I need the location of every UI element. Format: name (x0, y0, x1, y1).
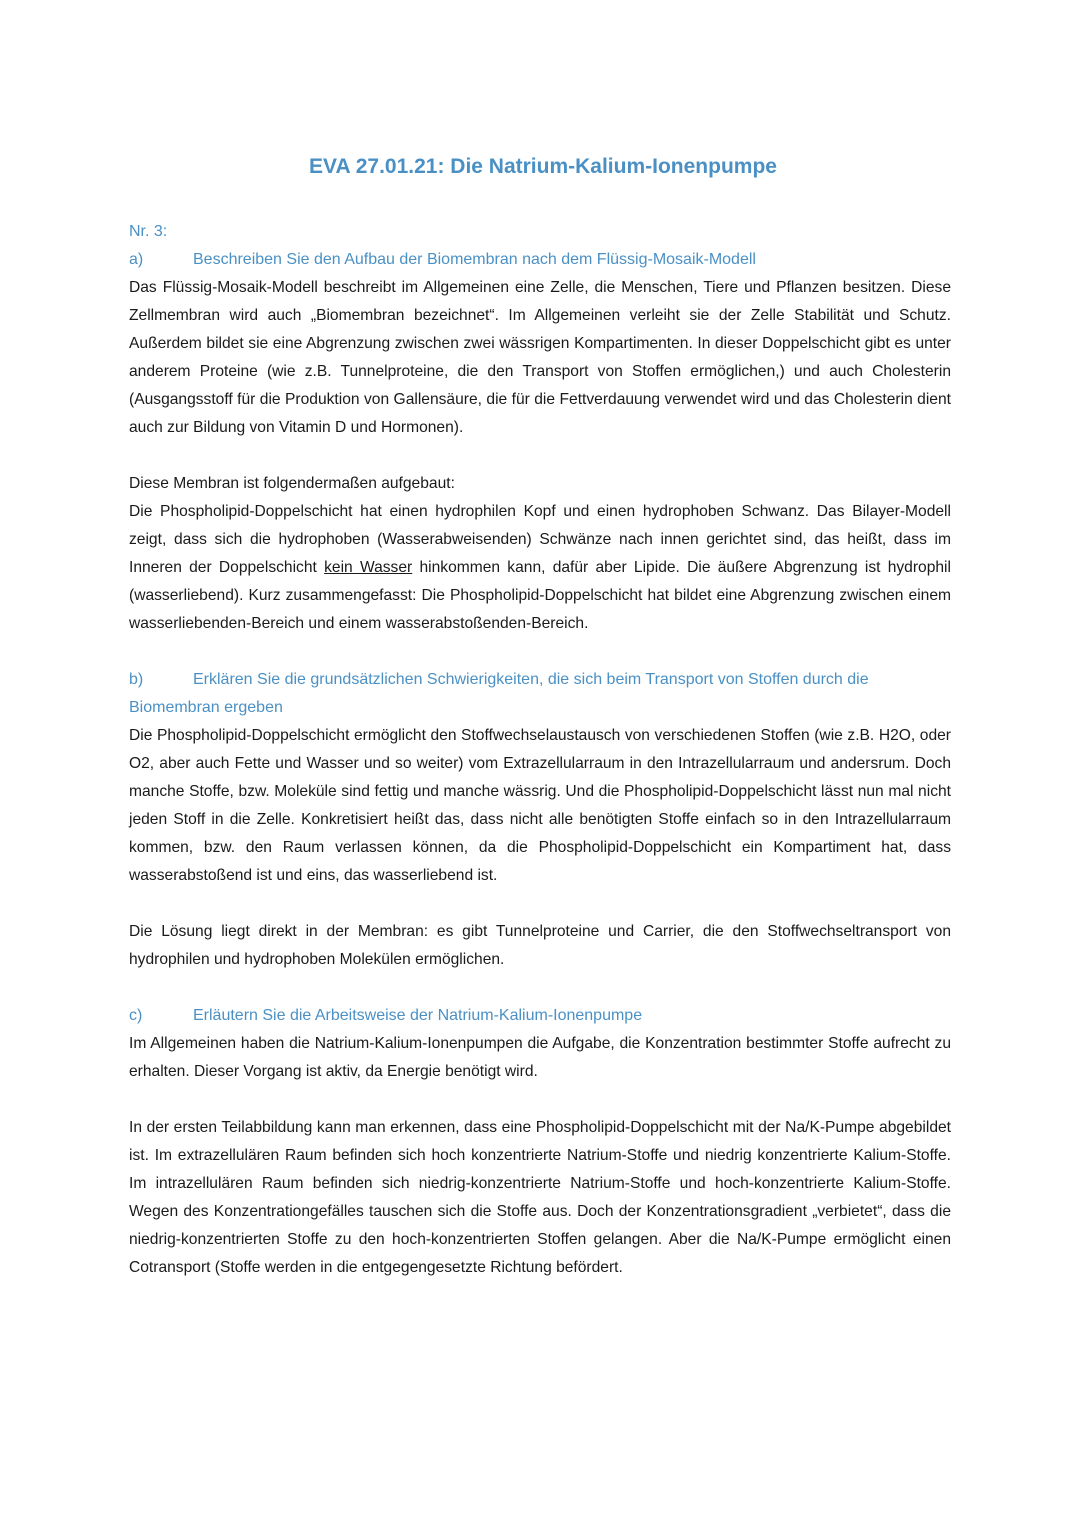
section-c-heading (129, 1002, 951, 1030)
section-b-paragraph-2: Die Lösung liegt direkt in der Membran: es gibt Tunnelproteine und Carrier, die den Stoffwechseltransport von hydrophilen und hydrophoben Molekülen ermöglichen. (129, 923, 951, 968)
section-a-paragraph-2 (129, 498, 951, 638)
section-c-question: Erläutern Sie die Arbeitsweise der Natrium-Kalium-Ionenpumpe (193, 1007, 643, 1024)
section-a-paragraph-1: Das Flüssig-Mosaik-Modell beschreibt im Allgemeinen eine Zelle, die Menschen, Tiere und Pflanzen besitzen. Diese Zellmembran wird auch „Biomembran bezeichnet“. Im Allgemeinen verleiht sie der Zelle Stabilität und Schutz. Außerdem bildet sie eine Abgrenzung zwischen zwei wässrigen Kompartimenten. In dieser Doppelschicht gibt es unter anderem Proteine (wie z.B. Tunnelproteine, die den Transport von Stoffen ermöglichen,) und auch Cholesterin (Ausgangsstoff für die Produktion von Gallensäure, die für die Fettverdauung verwendet wird und das Cholesterin dient auch zur Bildung von Vitamin D und Hormonen). (129, 279, 951, 436)
document-page (129, 150, 951, 1282)
section-a-heading (129, 246, 951, 274)
section-a-question: Beschreiben Sie den Aufbau der Biomembran nach dem Flüssig-Mosaik-Modell (193, 251, 756, 268)
section-b-question: Erklären Sie die grundsätzlichen Schwierigkeiten, die sich beim Transport von Stoffen durch die Biomembran ergeben (129, 671, 869, 716)
section-a-paragraph-2-intro: Diese Membran ist folgendermaßen aufgebaut: (129, 475, 455, 492)
section-c-paragraph-1: Im Allgemeinen haben die Natrium-Kalium-Ionenpumpen die Aufgabe, die Konzentration bestimmter Stoffe aufrecht zu erhalten. Dieser Vorgang ist aktiv, da Energie benötigt wird. (129, 1035, 951, 1080)
section-c-letter: c) (129, 1007, 143, 1024)
section-a-paragraph-2-part-2: hinkommen kann, dafür aber Lipide. Die äußere Abgrenzung ist hydrophil (wasserliebend). Kurz zusammengefasst: Die Phospholipid-Doppelschicht hat bildet eine Abgrenzung zwischen einem wasserliebenden-Bereich und einem wasserabstoßenden-Bereich. (129, 559, 951, 632)
section-a-paragraph-2-part-1: Die Phospholipid-Doppelschicht hat einen hydrophilen Kopf und einen hydrophoben Schwanz. Das Bilayer-Modell zeigt, dass sich die hydrophoben (Wasserabweisenden) Schwänze nach innen gerichtet sind, das heißt, dass im Inneren der Doppelschicht (129, 503, 951, 576)
section-a-letter: a) (129, 251, 144, 268)
section-c-paragraph-2: In der ersten Teilabbildung kann man erkennen, dass eine Phospholipid-Doppelschicht mit der Na/K-Pumpe abgebildet ist. Im extrazellulären Raum befinden sich hoch konzentrierte Natrium-Stoffe und niedrig konzentrierte Kalium-Stoffe. Im intrazellulären Raum befinden sich niedrig-konzentrierte Natrium-Stoffe und hoch-konzentrierte Kalium-Stoffe. Wegen des Konzentrationgefälles tauschen sich die Stoffe aus. Doch der Konzentrationsgradient „verbietet“, dass die niedrig-konzentrierten Stoffe zu den hoch-konzentrierten Stoffen gelangen. Aber die Na/K-Pumpe ermöglicht einen Cotransport (Stoffe werden in die entgegengesetzte Richtung befördert. (129, 1119, 951, 1276)
document-title: EVA 27.01.21: Die Natrium-Kalium-Ionenpumpe (309, 155, 777, 178)
section-b-paragraph-1: Die Phospholipid-Doppelschicht ermöglicht den Stoffwechselaustausch von verschiedenen Stoffen (wie z.B. H2O, oder O2, aber auch Fette und Wasser und so weiter) vom Extrazellularraum in den Intrazellularraum und andersrum. Doch manche Stoffe, bzw. Moleküle sind fettig und manche wässrig. Und die Phospholipid-Doppelschicht lässt nun mal nicht jeden Stoff in die Zelle. Konkretisiert heißt das, dass nicht alle benötigten Stoffe einfach so in den Intrazellularraum kommen, bzw. den Raum verlassen können, da die Phospholipid-Doppelschicht ein Kompartiment hat, dass wasserabstoßend ist und eins, das wasserliebend ist. (129, 727, 951, 884)
section-b-letter: b) (129, 671, 144, 688)
section-b-heading (129, 666, 951, 722)
task-number: Nr. 3: (129, 223, 168, 240)
underlined-phrase: kein Wasser (324, 559, 413, 576)
